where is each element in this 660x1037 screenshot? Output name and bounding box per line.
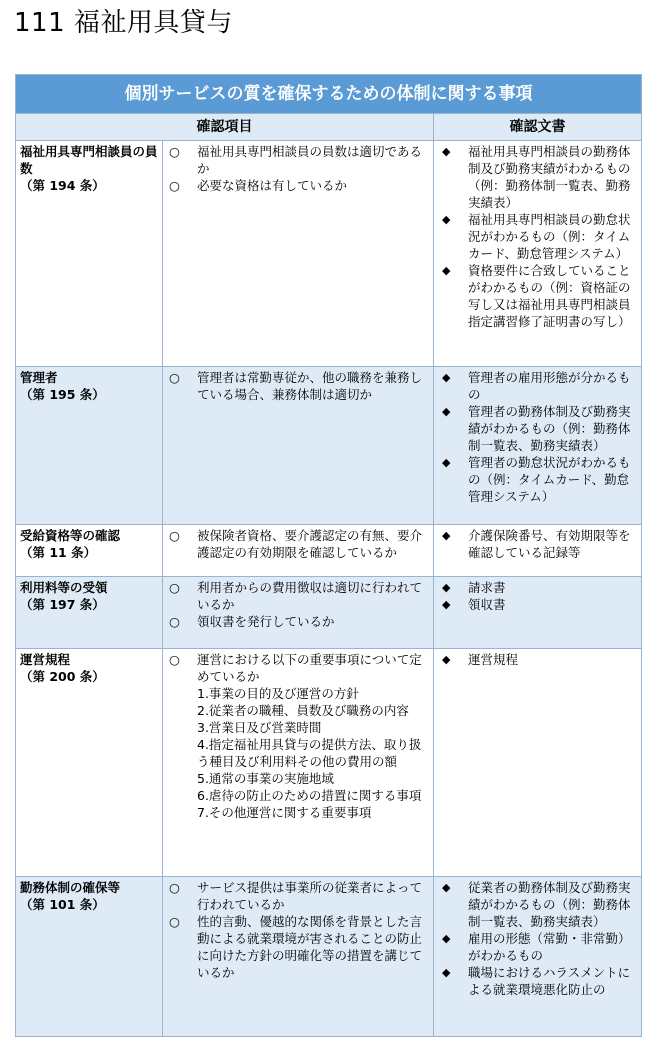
- sub-item: 7.その他運営に関する重要事項: [197, 805, 372, 820]
- document-item: ◆ 福祉用具専門相談員の勤務体制及び勤務実績がわかるもの（例：勤務体制一覧表、勤務実績表）: [442, 144, 631, 210]
- topic-name: 福祉用具専門相談員の員数: [20, 144, 158, 176]
- document-item: ◆ 介護保険番号、有効期限等を確認している記録等: [442, 528, 631, 560]
- sub-item: 2.従業者の職種、員数及び職務の内容: [197, 703, 409, 718]
- topic-name: 勤務体制の確保等: [20, 880, 121, 895]
- check-item: ○ 性的言動、優越的な関係を背景とした言動による就業環境が害されることの防止に向けた方針の明確化等の措置を講じているか: [169, 914, 423, 980]
- diamond-bullet-icon: ◆: [442, 371, 451, 384]
- topic-article: （第 197 条）: [20, 597, 105, 612]
- table-row: [16, 877, 642, 1037]
- diamond-bullet-icon: ◆: [442, 598, 451, 611]
- check-item: ○ 利用者からの費用徴収は適切に行われているか: [169, 580, 423, 612]
- document-item: ◆ 管理者の勤怠状況がわかるもの（例：タイムカード、勤怠管理システム）: [442, 455, 631, 504]
- documents-cell: [434, 649, 642, 877]
- topic-name: 利用料等の受領: [20, 580, 108, 595]
- check-items-cell: [163, 525, 434, 577]
- documents-cell: [434, 525, 642, 577]
- check-item: ○ 福祉用具専門相談員の員数は適切であるか: [169, 144, 423, 176]
- table-row: [16, 577, 642, 649]
- circle-marker: ○: [169, 880, 180, 895]
- page-title: 111 福祉用具貸与: [14, 8, 233, 38]
- documents-cell: [434, 577, 642, 649]
- diamond-bullet-icon: ◆: [442, 145, 451, 158]
- document-item: ◆ 管理者の雇用形態が分かるもの: [442, 370, 631, 402]
- circle-marker: ○: [169, 370, 180, 385]
- document-item: ◆ 雇用の形態（常勤・非常勤）がわかるもの: [442, 931, 631, 963]
- document-item: ◆ 資格要件に合致していることがわかるもの（例：資格証の写し又は福祉用具専門相談員指定講習修了証明書の写し）: [442, 263, 631, 329]
- document-item: ◆ 管理者の勤務体制及び勤務実績がわかるもの（例：勤務体制一覧表、勤務実績表）: [442, 404, 631, 453]
- diamond-bullet-icon: ◆: [442, 932, 451, 945]
- topic-article: （第 11 条）: [20, 545, 97, 560]
- documents-cell: [434, 141, 642, 367]
- documents-cell: [434, 877, 642, 1037]
- check-item: ○ 運営における以下の重要事項について定めているか 1.事業の目的及び運営の方針 2.従業者の職種、員数及び職務の内容 3.営業日及び営業時間 4.指定福祉用具貸与の提供方法、取り扱う種目及び利用料その他の費用の額 5.通常の事業の実施地域 6.虐待の防止のための措置に関する事項 7.その他運営に関する重要事項: [167, 651, 429, 821]
- document-item: ◆ 請求書: [442, 580, 506, 595]
- topic-article: （第 200 条）: [20, 669, 105, 684]
- column-header-items: 確認項目: [16, 114, 434, 141]
- sub-item: 6.虐待の防止のための措置に関する事項: [197, 788, 422, 803]
- topic-name: 受給資格等の確認: [20, 528, 121, 543]
- diamond-bullet-icon: ◆: [442, 653, 451, 666]
- topic-name: 管理者: [20, 370, 58, 385]
- check-item: ○ 被保険者資格、要介護認定の有無、要介護認定の有効期限を確認しているか: [169, 528, 423, 560]
- circle-marker: ○: [169, 528, 180, 543]
- table-row: [16, 525, 642, 577]
- sub-item: 5.通常の事業の実施地域: [197, 771, 334, 786]
- diamond-bullet-icon: ◆: [442, 456, 451, 469]
- check-items-cell: [163, 877, 434, 1037]
- circle-marker: ○: [169, 614, 180, 629]
- circle-marker: ○: [169, 580, 180, 595]
- sub-item: 1.事業の目的及び運営の方針: [197, 686, 359, 701]
- diamond-bullet-icon: ◆: [442, 881, 451, 894]
- check-items-cell: [163, 577, 434, 649]
- check-item: ○ 必要な資格は有しているか: [169, 178, 348, 193]
- check-item: ○ 管理者は常勤専従か、他の職務を兼務している場合、兼務体制は適切か: [169, 370, 423, 402]
- sub-item: 3.営業日及び営業時間: [197, 720, 322, 735]
- diamond-bullet-icon: ◆: [442, 213, 451, 226]
- diamond-bullet-icon: ◆: [442, 264, 451, 277]
- check-item: ○ 領収書を発行しているか: [169, 614, 335, 629]
- diamond-bullet-icon: ◆: [442, 966, 451, 979]
- topic-article: （第 101 条）: [20, 897, 105, 912]
- topic-article: （第 194 条）: [20, 178, 105, 193]
- document-item: ◆ 従業者の勤務体制及び勤務実績がわかるもの（例：勤務体制一覧表、勤務実績表）: [442, 880, 631, 929]
- topic-article: （第 195 条）: [20, 387, 105, 402]
- circle-marker: ○: [169, 914, 180, 929]
- column-header-documents: 確認文書: [434, 114, 642, 141]
- document-item: ◆ 職場におけるハラスメントによる就業環境悪化防止の: [442, 965, 631, 997]
- sub-item: 4.指定福祉用具貸与の提供方法、取り扱う種目及び利用料その他の費用の額: [197, 737, 422, 769]
- check-item: ○ サービス提供は事業所の従業者によって行われているか: [169, 880, 423, 912]
- circle-marker: ○: [169, 652, 180, 667]
- table-row: [16, 367, 642, 525]
- check-items-cell: [163, 141, 434, 367]
- documents-cell: [434, 367, 642, 525]
- row-topic: [16, 367, 163, 525]
- check-items-cell: [163, 367, 434, 525]
- topic-name: 運営規程: [20, 652, 71, 667]
- diamond-bullet-icon: ◆: [442, 581, 451, 594]
- table-row: [16, 141, 642, 367]
- diamond-bullet-icon: ◆: [442, 529, 451, 542]
- diamond-bullet-icon: ◆: [442, 405, 451, 418]
- check-items-cell: [163, 649, 434, 877]
- document-item: ◆ 領収書: [442, 597, 506, 612]
- row-topic: [16, 649, 163, 877]
- inspection-table: [15, 74, 642, 1037]
- document-item: ◆ 福祉用具専門相談員の勤怠状況がわかるもの（例：タイムカード、勤怠管理システム）: [442, 212, 631, 261]
- table-banner: 個別サービスの質を確保するための体制に関する事項: [16, 75, 642, 114]
- row-topic: [16, 577, 163, 649]
- circle-marker: ○: [169, 144, 180, 159]
- row-topic: [16, 525, 163, 577]
- row-topic: [16, 877, 163, 1037]
- table-row: [16, 649, 642, 877]
- row-topic: [16, 141, 163, 367]
- circle-marker: ○: [169, 178, 180, 193]
- document-item: ◆ 運営規程: [442, 652, 519, 667]
